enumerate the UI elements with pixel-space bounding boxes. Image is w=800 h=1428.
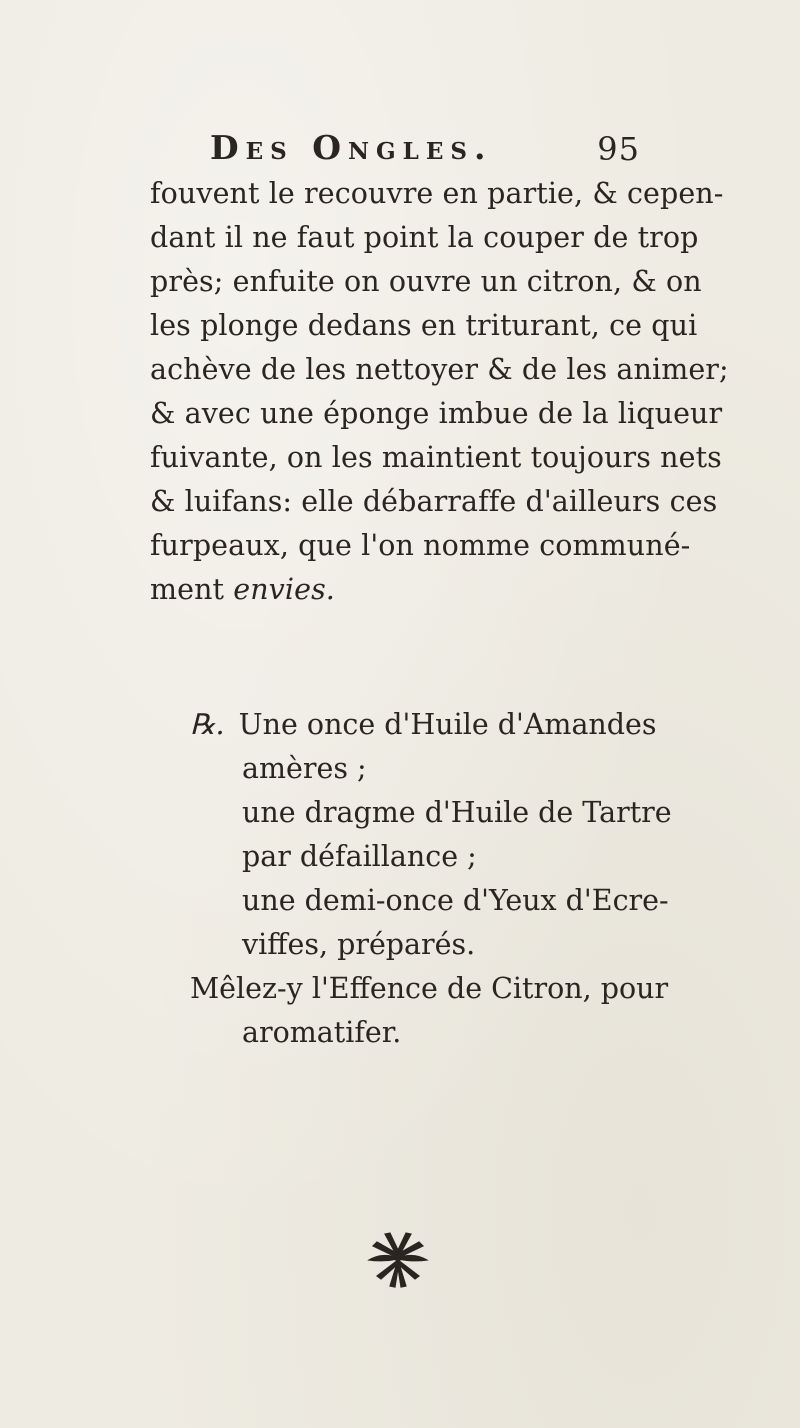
recipe-line: Mêlez-y l'Effence de Citron, pour: [190, 972, 669, 1005]
running-header: [210, 128, 650, 178]
text-line: & luifans: elle débarraffe d'ailleurs ces: [150, 485, 718, 518]
printer-ornament-icon: [363, 1228, 433, 1290]
recipe-line: aromatifer.: [242, 1016, 402, 1049]
text-line: achève de les nettoyer & de les animer;: [150, 353, 729, 386]
recipe-line: une dragme d'Huile de Tartre: [242, 796, 672, 829]
text-line: furpeaux, que l'on nomme communé-: [150, 529, 691, 562]
text-fragment: ment: [150, 573, 234, 606]
recipe-line: une demi-once d'Yeux d'Ecre-: [242, 884, 669, 917]
recipe-line: viffes, préparés.: [242, 928, 476, 961]
text-line-last: [150, 568, 640, 612]
recipe-text: Une once d'Huile d'Amandes: [238, 708, 657, 741]
italic-term: envies.: [233, 573, 335, 606]
text-line: près; enfuite on ouvre un citron, & on: [150, 265, 702, 298]
recipe-line: [190, 703, 657, 747]
recipe-block: [190, 703, 672, 1055]
recipe-line: par défaillance ;: [242, 840, 477, 873]
text-line: fuivante, on les maintient toujours nets: [150, 441, 722, 474]
recipe-symbol: ℞.: [190, 708, 225, 741]
header-title: Des Ongles.: [210, 128, 493, 167]
main-paragraph: [150, 172, 729, 612]
recipe-line: amères ;: [242, 752, 367, 785]
text-line: les plonge dedans en triturant, ce qui: [150, 309, 698, 342]
text-line: & avec une éponge imbue de la liqueur: [150, 397, 723, 430]
text-line: dant il ne faut point la couper de trop: [150, 221, 699, 254]
page-number: 95: [597, 130, 640, 168]
text-line: fouvent le recouvre en partie, & cepen-: [150, 177, 724, 210]
